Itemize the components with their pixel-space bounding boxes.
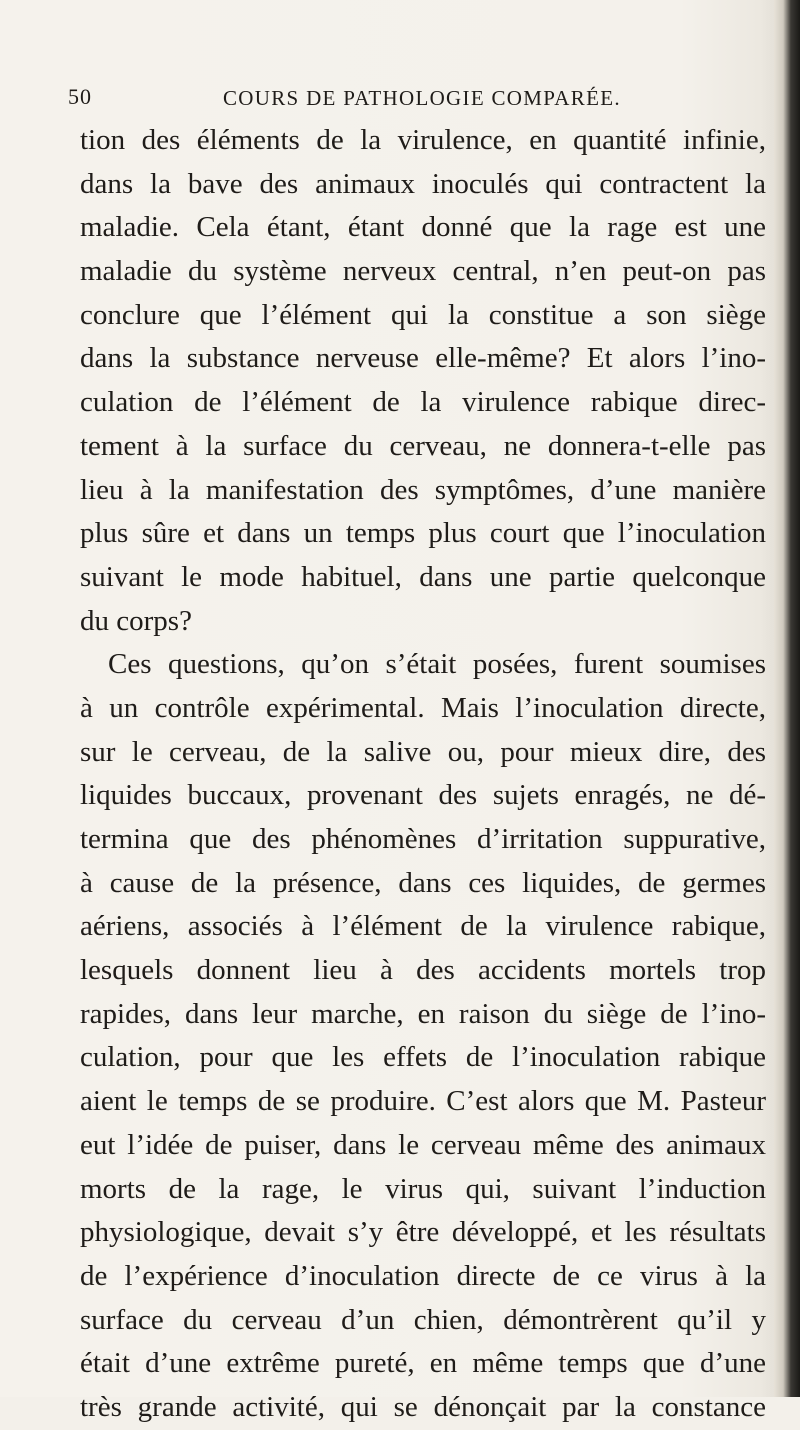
text-line: surface du cerveau d’un chien, démontrèrent qu’il y (80, 1303, 766, 1336)
text-line: plus sûre et dans un temps plus court que l’inoculation (80, 517, 766, 550)
body-text (80, 119, 766, 1430)
page-binding-edge (774, 0, 800, 1397)
text-line: lieu à la manifestation des symptômes, d’une manière (80, 473, 766, 506)
text-line: dans la bave des animaux inoculés qui contractent la (80, 167, 766, 200)
text-line: tion des éléments de la virulence, en quantité infinie, (80, 124, 766, 156)
page-header (68, 84, 768, 114)
text-line: morts de la rage, le virus qui, suivant l’induction (80, 1172, 766, 1205)
text-line: suivant le mode habituel, dans une partie quelconque (80, 560, 766, 593)
text-line: termina que des phénomènes d’irritation suppurative, (80, 823, 766, 855)
text-line: maladie. Cela étant, étant donné que la rage est une (80, 211, 766, 244)
paragraph-end-line: du corps? (80, 604, 192, 637)
text-line: conclure que l’élément qui la constitue a son siège (80, 298, 766, 331)
text-line: était d’une extrême pureté, en même temps que d’une (80, 1347, 766, 1380)
text-line: tement à la surface du cerveau, ne donnera-t-elle pas (80, 429, 766, 462)
page-number: 50 (68, 84, 92, 109)
text-line: rapides, dans leur marche, en raison du siège de l’ino- (80, 997, 766, 1030)
text-line: à un contrôle expérimental. Mais l’inoculation directe, (80, 691, 766, 724)
text-line: de l’expérience d’inoculation directe de ce virus à la (80, 1259, 766, 1292)
text-line: culation, pour que les effets de l’inoculation rabique (80, 1041, 766, 1074)
text-line: eut l’idée de puiser, dans le cerveau même des animaux (80, 1128, 766, 1161)
running-head: COURS DE PATHOLOGIE COMPARÉE. (223, 86, 621, 110)
text-line: maladie du système nerveux central, n’en peut-on pas (80, 255, 766, 288)
text-line: dans la substance nerveuse elle-même? Et alors l’ino- (80, 342, 766, 375)
text-line: très grande activité, qui se dénonçait par la constance (80, 1390, 766, 1423)
text-line: culation de l’élément de la virulence rabique direc- (80, 386, 766, 419)
text-line: aient le temps de se produire. C’est alors que M. Pasteur (80, 1085, 766, 1118)
text-line: physiologique, devait s’y être développé, et les résultats (80, 1216, 766, 1249)
text-line: à cause de la présence, dans ces liquides, de germes (80, 866, 766, 899)
text-line: aériens, associés à l’élément de la virulence rabique, (80, 910, 766, 943)
text-line: lesquels donnent lieu à des accidents mortels trop (80, 954, 766, 987)
text-line: sur le cerveau, de la salive ou, pour mieux dire, des (80, 735, 766, 768)
paragraph-start-line: Ces questions, qu’on s’était posées, furent soumises (108, 648, 766, 681)
text-line: liquides buccaux, provenant des sujets enragés, ne dé- (80, 779, 766, 812)
